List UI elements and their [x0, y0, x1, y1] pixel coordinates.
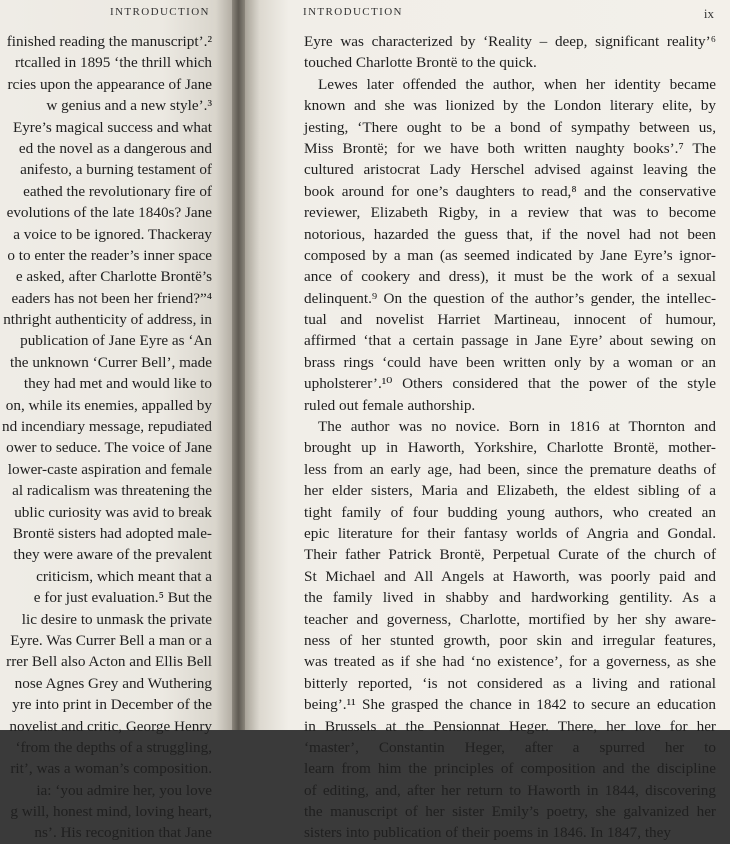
text-line: nose Agnes Grey and Wuthering — [14, 674, 212, 692]
text-line: ublic curiosity was avid to break — [14, 503, 212, 521]
text-line: ruled out female authorship. — [304, 396, 476, 414]
text-line: ns’. His recognition that Jane — [34, 824, 212, 842]
text-line: publication of Jane Eyre as ‘An — [20, 332, 212, 350]
text-line: Miss Brontë; for we have both written naughty books’.⁷ The — [304, 139, 716, 157]
text-line: novelist and critic, George Henry — [9, 717, 212, 735]
text-line: book around for one’s daughters to read,⁸ and the conservative — [304, 182, 716, 200]
text-line: Eyre’s magical success and what — [12, 118, 212, 136]
text-line: jesting, ‘There ought to be a bond of sympathy between us, — [304, 118, 716, 136]
text-line: rrer Bell also Acton and Ellis Bell — [6, 653, 212, 671]
text-line: Eyre. Was Currer Bell a man or a — [10, 631, 212, 649]
text-line: w genius and a new style’.³ — [46, 97, 212, 115]
right-page — [245, 0, 730, 842]
text-line: evolutions of the late 1840s? Jane — [6, 204, 212, 222]
text-line: eathed the revolutionary fire of — [23, 182, 212, 200]
text-line: tight family of four budding young authors, who created an — [304, 503, 716, 521]
text-line: the unknown ‘Currer Bell’, made — [9, 353, 212, 371]
page-number: ix — [703, 6, 714, 21]
text-line: on, while its enemies, appalled by — [5, 396, 212, 414]
text-line: sisters into publication of their poems in 1846. In 1847, they — [304, 824, 671, 842]
text-line: less from an early age, had been, since the premature deaths of — [304, 460, 716, 478]
text-line: lower-caste aspiration and female — [7, 460, 212, 478]
text-line: o to enter the reader’s inner space — [7, 246, 212, 264]
text-line: Brontë sisters had adopted male- — [12, 524, 212, 542]
left-page-text — [0, 31, 212, 844]
text-line: the family lived in shabby and hardworking gentility. As a — [304, 589, 716, 607]
text-line: was treated as if she had ‘no existence’, for a governess, as she — [304, 653, 716, 671]
text-line: they were aware of the prevalent — [13, 546, 212, 564]
text-line: brought up in Haworth, Yorkshire, Charlotte Brontë, mother- — [304, 439, 716, 457]
text-line: Their father Patrick Brontë, Perpetual Curate of the church of — [304, 546, 716, 564]
text-line: ed the novel as a dangerous and — [18, 139, 212, 157]
text-line: ance of cookery and dress), it must be the work of a sexual — [304, 268, 716, 286]
text-line: the manuscript of her sister Emily’s poetry, she galvanized her — [304, 803, 716, 821]
text-line: e for just evaluation.⁵ But the — [33, 589, 212, 607]
text-line: her elder sisters, Maria and Elizabeth, the eldest sibling of a — [304, 482, 716, 500]
text-line: being’.¹¹ She grasped the chance in 1842 to secure an education — [304, 696, 716, 714]
text-line: composed by a man (as seemed indicated by Jane Eyre’s ignor- — [304, 246, 716, 264]
text-line: tual and novelist Harriet Martineau, innocent of humour, — [304, 311, 716, 329]
text-line: reviewer, Elizabeth Rigby, in a review that was to become — [304, 204, 716, 222]
text-line: delinquent.⁹ On the question of the author’s gender, the intellec- — [304, 289, 716, 307]
text-line: rit’, was a woman’s composition. — [10, 760, 212, 778]
text-line: criticism, which meant that a — [36, 567, 212, 585]
text-line: ia: ‘you admire her, you love — [36, 781, 212, 799]
text-line: learn from him the principles of composition and the discipline — [304, 760, 716, 778]
text-line: of editing, and, after her return to Haworth in 1844, discovering — [304, 781, 716, 799]
text-line: Eyre was characterized by ‘Reality – deep, significant reality’⁶ — [304, 33, 716, 50]
text-line: nthright authenticity of address, in — [3, 311, 212, 329]
text-line: lic desire to unmask the private — [21, 610, 212, 628]
text-line: ness of her stunted growth, poor skin and irregular features, — [304, 631, 716, 649]
text-line: teacher and governess, Charlotte, mortified by her shy aware- — [304, 610, 716, 628]
text-line: finished reading the manuscript’.² — [6, 33, 212, 50]
text-line: epic literature for their fantasy worlds of Angria and Gondal. — [304, 524, 716, 542]
text-line: anifesto, a burning testament of — [20, 161, 212, 179]
text-line: notorious, hazarded the guess that, if the novel had not been — [304, 225, 716, 243]
right-page-text — [304, 31, 716, 844]
text-line: affirmed ‘that a certain passage in Jane Eyre’ about sewing on — [304, 332, 716, 350]
text-line: they had met and would like to — [23, 375, 212, 393]
text-line: in Brussels at the Pensionnat Heger. There, her love for her — [304, 717, 716, 735]
text-line: al radicalism was threatening the — [12, 482, 212, 500]
text-line: The author was no novice. Born in 1816 at Thornton and — [318, 418, 716, 436]
book-gutter — [232, 0, 245, 730]
text-line: brass rings ‘could have been written only by a woman or an — [304, 353, 716, 371]
text-line: bitterly reported, ‘is not considered as a living and rational — [304, 674, 716, 692]
text-line: eaders has not been her friend?”⁴ — [11, 289, 212, 307]
text-line: touched Charlotte Brontë to the quick. — [304, 54, 537, 72]
text-line: ‘from the depths of a struggling, — [15, 738, 212, 756]
text-line: yre into print in December of the — [12, 696, 212, 714]
text-line: e asked, after Charlotte Brontë’s — [15, 268, 212, 286]
text-line: rcies upon the appearance of Jane — [7, 75, 212, 93]
text-line: nd incendiary message, repudiated — [1, 418, 212, 436]
text-line: g will, honest mind, loving heart, — [10, 803, 212, 821]
left-page — [0, 0, 232, 842]
text-line: upholsterer’.¹⁰ Others considered that the power of the style — [304, 375, 716, 393]
text-line: ower to seduce. The voice of Jane — [6, 439, 212, 457]
text-line: a voice to be ignored. Thackeray — [13, 225, 212, 243]
text-line: known and she was lionized by the London literary elite, by — [304, 97, 716, 115]
text-line: ‘master’, Constantin Heger, after a spurred her to — [304, 738, 716, 756]
text-line: cultured aristocrat Lady Herschel advised against leaving the — [304, 161, 716, 179]
text-line: rtcalled in 1895 ‘the thrill which — [15, 54, 212, 72]
text-line: St Michael and All Angels at Haworth, was poorly paid and — [304, 567, 716, 585]
left-running-head: INTRODUCTION — [110, 6, 210, 18]
text-line: Lewes later offended the author, when her identity became — [318, 75, 716, 93]
right-running-head: INTRODUCTION — [303, 6, 403, 18]
